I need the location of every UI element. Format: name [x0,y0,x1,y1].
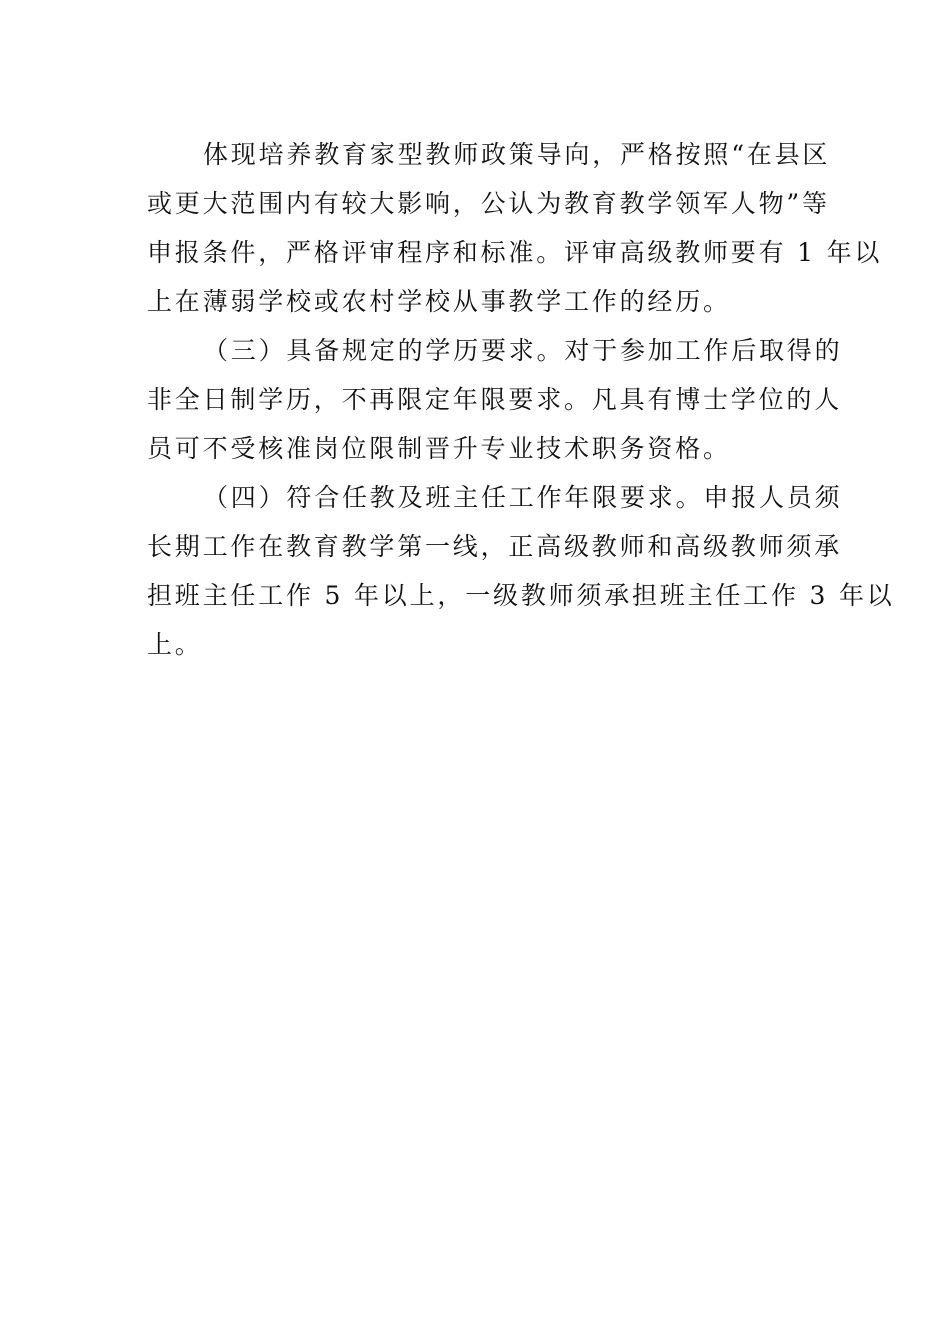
text-line: 上在薄弱学校或农村学校从事教学工作的经历。 [147,287,731,316]
text-line: 上。 [147,630,203,659]
text-line: 长期工作在教育教学第一线，正高级教师和高级教师须承 [147,532,843,561]
text-line: 申报条件，严格评审程序和标准。评审高级教师要有 1 年以 [147,238,883,267]
section-four-heading-line: （四）符合任教及班主任工作年限要求。申报人员须 [203,483,843,512]
text-line: 员可不受核准岗位限制晋升专业技术职务资格。 [147,434,731,463]
text-line: 或更大范围内有较大影响，公认为教育教学领军人物”等 [147,189,830,218]
text-line: 非全日制学历，不再限定年限要求。凡具有博士学位的人 [147,385,843,414]
text-line: 担班主任工作 5 年以上，一级教师须承担班主任工作 3 年以 [147,581,895,610]
text-line: 体现培养教育家型教师政策导向，严格按照“在县区 [203,140,831,169]
body-text [147,130,895,669]
section-three-heading-line: （三）具备规定的学历要求。对于参加工作后取得的 [203,336,843,365]
